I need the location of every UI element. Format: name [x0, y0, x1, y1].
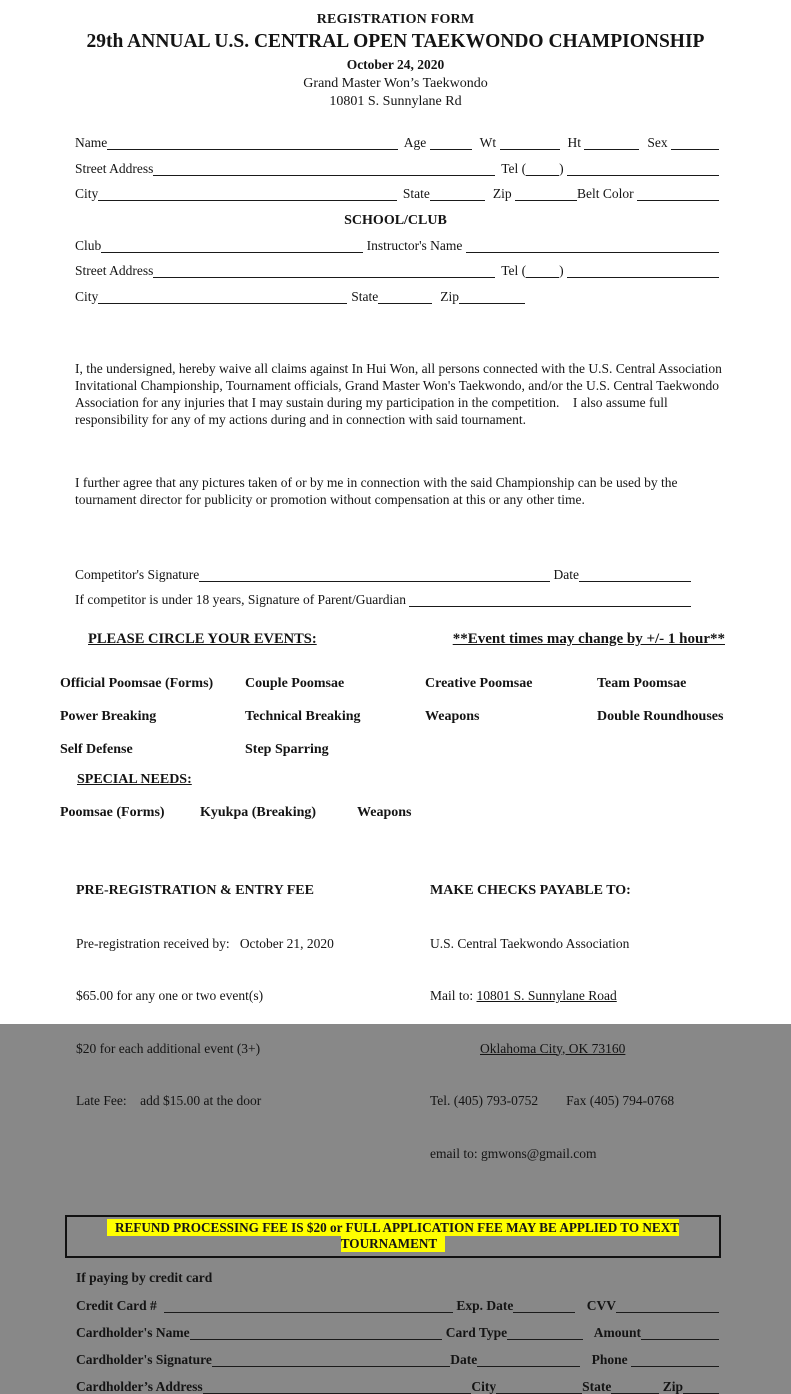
- school-tel-area-input-line: [526, 265, 559, 278]
- tel-close-paren: ): [559, 160, 567, 176]
- fee-deadline-line: Pre-registration received by: October 21, 2020: [76, 935, 334, 951]
- card-type-input-line: [507, 1327, 583, 1340]
- event-official-poomsae: Official Poomsae (Forms): [60, 676, 214, 691]
- special-kyukpa: Kyukpa (Breaking): [200, 805, 317, 820]
- school-street-input-line: [153, 265, 495, 278]
- cc-zip-input-line: [683, 1381, 719, 1394]
- school-city-input-line: [98, 291, 347, 304]
- wt-input-line: [500, 137, 560, 150]
- tel-area-input-line: [526, 163, 559, 176]
- payment-fax: Fax (405) 794-0768: [566, 1093, 675, 1108]
- signature-date-label: Date: [550, 566, 579, 582]
- waiver-paragraph-2: I further agree that any pictures taken of or by me in connection with the said Championship can be used by the tournament director for publicity or promotion without compensation at this or any other time.: [75, 474, 681, 507]
- name-row: [75, 136, 719, 150]
- street-address-row: [75, 162, 719, 176]
- pre-registration-column: [76, 847, 430, 1197]
- event-times-notice: **Event times may change by +/- 1 hour**: [452, 631, 725, 647]
- event-team-poomsae: Team Poomsae: [597, 676, 687, 691]
- instructor-name-label: Instructor's Name: [363, 237, 466, 253]
- school-street-label: Street Address: [75, 263, 154, 278]
- cardholder-address-label: Cardholder’s Address: [76, 1379, 203, 1394]
- card-type-label: Card Type: [442, 1325, 508, 1340]
- guardian-signature-row: [75, 593, 691, 607]
- sex-input-line: [671, 137, 719, 150]
- amount-input-line: [641, 1327, 719, 1340]
- ht-input-line: [584, 137, 639, 150]
- event-creative-poomsae: Creative Poomsae: [425, 676, 533, 691]
- phone-label: Phone: [588, 1352, 631, 1367]
- school-club-section: [75, 239, 719, 304]
- instructor-name-input-line: [466, 240, 719, 253]
- competitor-signature-input-line: [199, 569, 550, 582]
- event-weapons: Weapons: [425, 709, 480, 724]
- special-needs-grid: [60, 805, 771, 821]
- competitor-info-section: [75, 136, 719, 201]
- school-state-label: State: [351, 288, 379, 304]
- credit-card-section: [76, 1299, 719, 1394]
- venue-name: Grand Master Won’s Taekwondo: [303, 76, 488, 91]
- fee-late-line: Late Fee: add $15.00 at the door: [76, 1093, 262, 1108]
- state-label: State: [402, 186, 430, 201]
- sex-label: Sex: [647, 135, 671, 150]
- school-tel-label: Tel (: [501, 263, 527, 278]
- venue-address: 10801 S. Sunnylane Rd: [329, 94, 462, 109]
- special-needs-heading: SPECIAL NEEDS:: [77, 772, 192, 787]
- school-zip-input-line: [459, 291, 525, 304]
- city-input-line: [98, 188, 397, 201]
- cardholder-name-row: [76, 1326, 719, 1340]
- tel-fax-line: [430, 1092, 751, 1110]
- age-input-line: [430, 137, 472, 150]
- guardian-signature-label: If competitor is under 18 years, Signature of Parent/Guardian: [75, 592, 410, 607]
- fee-additional-line: $20 for each additional event (3+): [76, 1040, 261, 1056]
- school-tel-close-paren: ): [559, 263, 567, 278]
- tel-label: Tel (: [501, 160, 527, 176]
- phone-input-line: [631, 1354, 719, 1367]
- event-self-defense: Self Defense: [60, 742, 133, 757]
- cardholder-signature-label: Cardholder's Signature: [76, 1352, 212, 1367]
- club-label: Club: [75, 237, 102, 253]
- zip-label: Zip: [492, 186, 515, 201]
- ht-label: Ht: [567, 135, 585, 150]
- mail-address-city-line: [430, 1040, 751, 1058]
- belt-color-input-line: [637, 188, 719, 201]
- cc-date-input-line: [477, 1354, 580, 1367]
- club-input-line: [101, 240, 363, 253]
- event-step-sparring: Step Sparring: [245, 742, 329, 757]
- events-grid: [60, 676, 771, 758]
- cvv-label: CVV: [583, 1298, 616, 1313]
- belt-color-label: Belt Color: [577, 186, 637, 201]
- age-label: Age: [403, 135, 430, 150]
- city-row: [75, 187, 719, 201]
- school-tel-number-input-line: [567, 265, 719, 278]
- cardholder-signature-row: [76, 1353, 719, 1367]
- school-club-section-title: SCHOOL/CLUB: [344, 212, 447, 228]
- school-city-label: City: [75, 288, 99, 304]
- guardian-signature-input-line: [409, 594, 691, 607]
- special-weapons: Weapons: [357, 805, 412, 820]
- fees-section: [76, 847, 751, 1197]
- competitor-signature-row: [75, 568, 691, 582]
- page-title: 29th ANNUAL U.S. CENTRAL OPEN TAEKWONDO CHAMPIONSHIP: [86, 31, 705, 52]
- events-heading-row: [88, 631, 725, 648]
- exp-date-input-line: [513, 1300, 575, 1313]
- payment-email: email to: gmwons@gmail.com: [430, 1145, 597, 1161]
- cc-state-label: State: [582, 1379, 612, 1394]
- cc-date-label: Date: [450, 1352, 478, 1367]
- credit-card-number-row: [76, 1299, 719, 1313]
- refund-notice-box: [65, 1215, 721, 1258]
- event-technical-breaking: Technical Breaking: [245, 709, 361, 724]
- pre-registration-heading: PRE-REGISTRATION & ENTRY FEE: [76, 883, 314, 898]
- school-zip-label: Zip: [440, 288, 459, 304]
- refund-notice-text: REFUND PROCESSING FEE IS $20 or FULL APPLICATION FEE MAY BE APPLIED TO NEXT TOURNAMENT: [107, 1219, 679, 1252]
- cardholder-signature-input-line: [212, 1354, 450, 1367]
- fee-base-line: $65.00 for any one or two event(s): [76, 988, 264, 1003]
- school-city-row: [75, 290, 525, 304]
- mail-to-line: [430, 987, 751, 1005]
- state-input-line: [430, 188, 485, 201]
- school-street-row: [75, 264, 719, 278]
- amount-label: Amount: [591, 1325, 641, 1340]
- wt-label: Wt: [479, 135, 500, 150]
- waiver-paragraph-1: I, the undersigned, hereby waive all claims against In Hui Won, all persons connected with the U.S. Central Association Invitational Championship, Tournament officials, Grand Master Won's Taekwondo, and/or the U.S. Central Taekwondo Association for any injuries that I may sustain during my participation in the competition. I also assume full responsibility for any of my actions during and in connection with said tournament.: [75, 360, 726, 427]
- payment-tel: Tel. (405) 793-0752: [430, 1093, 539, 1108]
- cc-city-input-line: [496, 1381, 582, 1394]
- city-label: City: [75, 186, 99, 201]
- name-label: Name: [75, 135, 108, 150]
- mail-to-label: Mail to:: [430, 988, 477, 1003]
- competitor-signature-label: Competitor's Signature: [75, 566, 200, 582]
- school-state-input-line: [378, 291, 432, 304]
- mail-address-street: 10801 S. Sunnylane Road: [476, 988, 617, 1003]
- circle-events-heading: PLEASE CIRCLE YOUR EVENTS:: [88, 631, 317, 647]
- cardholder-name-label: Cardholder's Name: [76, 1325, 190, 1340]
- event-double-roundhouses: Double Roundhouses: [597, 709, 724, 724]
- street-address-label: Street Address: [75, 160, 154, 176]
- signature-date-input-line: [579, 569, 691, 582]
- checks-payable-heading: MAKE CHECKS PAYABLE TO:: [430, 883, 631, 898]
- credit-card-number-input-line: [164, 1300, 454, 1313]
- club-row: [75, 239, 719, 253]
- signature-section: [75, 568, 691, 608]
- exp-date-label: Exp. Date: [453, 1298, 514, 1313]
- street-address-input-line: [153, 163, 495, 176]
- cc-state-input-line: [611, 1381, 659, 1394]
- special-poomsae: Poomsae (Forms): [60, 805, 165, 820]
- credit-card-number-label: Credit Card #: [76, 1298, 164, 1313]
- payment-column: [430, 847, 751, 1197]
- event-date: October 24, 2020: [346, 57, 445, 72]
- zip-input-line: [515, 188, 577, 201]
- name-input-line: [107, 137, 398, 150]
- cardholder-name-input-line: [190, 1327, 443, 1340]
- form-type-label: REGISTRATION FORM: [316, 12, 475, 27]
- event-power-breaking: Power Breaking: [60, 709, 157, 724]
- cc-zip-label: Zip: [659, 1379, 683, 1394]
- credit-card-heading: If paying by credit card: [76, 1270, 213, 1285]
- cc-city-label: City: [471, 1379, 497, 1394]
- waiver-section: [75, 326, 727, 554]
- cardholder-address-input-line: [203, 1381, 472, 1394]
- payee-name: U.S. Central Taekwondo Association: [430, 935, 630, 951]
- tel-number-input-line: [567, 163, 719, 176]
- event-couple-poomsae: Couple Poomsae: [245, 676, 345, 691]
- cardholder-address-row: [76, 1380, 719, 1394]
- mail-address-city: Oklahoma City, OK 73160: [480, 1040, 626, 1056]
- cvv-input-line: [616, 1300, 719, 1313]
